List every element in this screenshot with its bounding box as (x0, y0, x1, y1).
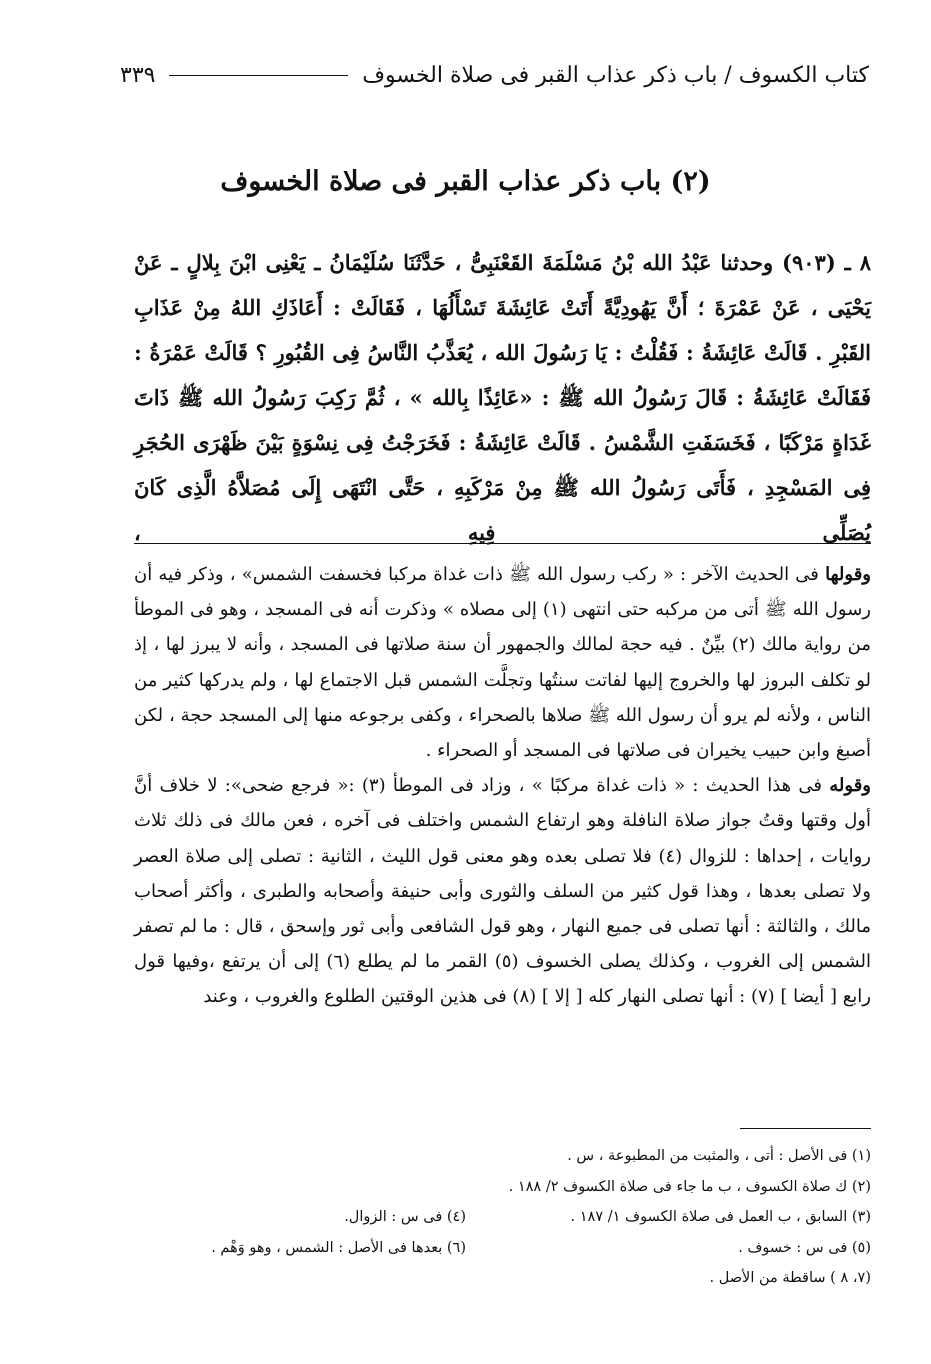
footnote: (٦) بعدها فى الأصل : الشمس ، وهو وَهْم . (211, 1239, 466, 1256)
paragraph-lead: وقولها (825, 564, 871, 585)
footnote-row (134, 1172, 871, 1203)
running-title: كتاب الكسوف / باب ذكر عذاب القبر فى صلاة الخسوف (362, 62, 869, 88)
footnote-row (134, 1263, 871, 1294)
footnote-row (134, 1202, 871, 1233)
footnote-row (134, 1141, 871, 1172)
footnote: (٥) فى س : خسوف . (738, 1239, 871, 1256)
footnote: (٤) فى س : الزوال. (344, 1209, 466, 1225)
footnotes (134, 1141, 871, 1294)
footnote: (٧، ٨ ) ساقطة من الأصل . (709, 1270, 871, 1286)
chapter-title: (٢) باب ذكر عذاب القبر فى صلاة الخسوف (220, 166, 711, 197)
commentary-paragraph (134, 768, 871, 1014)
footnote: (٢) ك صلاة الكسوف ، ب ما جاء فى صلاة الكسوف ٢/ ١٨٨ . (508, 1178, 871, 1195)
footnote: (١) فى الأصل : أتى ، والمثبت من المطبوعة ، س . (567, 1148, 871, 1164)
header-rule (169, 75, 348, 76)
commentary (134, 557, 871, 1015)
footnote: (٣) السابق ، ب العمل فى صلاة الكسوف ١/ ١٨٧ . (570, 1209, 871, 1225)
hadith-text: ٨ ـ (٩٠٣) وحدثنا عَبْدُ الله بْنُ مَسْلَمَةَ القَعْنَبِىُّ ، حَدَّثَنَا سُلَيْمَانُ ـ يَعْنِى ابْنَ بِلالٍ ـ عَنْ يَحْيَى ، عَنْ عَمْرَةَ ؛ أَنَّ يَهُودِيَّةً أَتَتْ عَائِشَةَ تَسْأَلُهَا ، فَقَالَتْ : أَعَاذَكِ اللهُ مِنْ عَذَابِ القَبْرِ . قَالَتْ عَائِشَةُ : فَقُلْتُ : يَا رَسُولَ الله ، يُعَذَّبُ النَّاسُ فِى القُبُورِ ؟ قَالَتْ عَمْرَةُ : فَقَالَتْ عَائِشَةُ : قَالَ رَسُولُ الله ﷺ : «عَائِذًا بِالله » ، ثُمَّ رَكِبَ رَسُولُ الله ﷺ ذَاتَ غَدَاةٍ مَرْكَبًا ، فَخَسَفَتِ الشَّمْسُ . قَالَتْ عَائِشَةُ : فَخَرَجْتُ فِى نِسْوَةٍ بَيْنَ ظَهْرَى الحُجَرِ فِى المَسْجِدِ ، فَأَتَى رَسُولُ الله ﷺ مِنْ مَرْكَبِهِ ، حَتَّى انْتَهَى إِلَى مُصَلاَّهُ الَّذِى كَانَ يُصَلِّى فِيهِ ، (134, 250, 871, 545)
page-number: ٣٣٩ (120, 62, 156, 88)
footnote-row (134, 1233, 871, 1264)
commentary-paragraph (134, 557, 871, 768)
paragraph-text: فى هذا الحديث : « ذات غداة مركبًا » ، وزاد فى الموطأ (٣) :« فرجع ضحى»: لا خلاف أنَّ أول وقتها وقتُ جواز صلاة النافلة وهو ارتفاع الشمس واختلف فى آخره ، فعن مالك فى ذلك ثلاث روايات ، إحداها : للزوال (٤) فلا تصلى بعده وهو معنى قول الليث ، الثانية : تصلى إلى صلاة العصر ولا تصلى بعدها ، وهذا قول كثير من السلف والثورى وأبى حنيفة وأصحابه والطبرى ، وأكثر أصحاب مالك ، والثالثة : أنها تصلى فى جميع النهار ، وهو قول الشافعى وأبى ثور وإسحق ، قال : ما لم تصفر الشمس إلى الغروب ، وكذلك يصلى الخسوف (٥) القمر ما لم يطلع (٦) إلى أن يرتفع ،وفيها قول رابع [ أيضا ] (٧) : أنها تصلى النهار كله [ إلا ] (٨) فى هذين الوقتين الطلوع والغروب ، وعند (134, 775, 871, 1008)
page-header (120, 58, 869, 92)
footnote-divider (740, 1128, 871, 1129)
paragraph-lead: وقوله (829, 775, 871, 797)
paragraph-text: فى الحديث الآخر : « ركب رسول الله ﷺ ذات غداة مركبا فخسفت الشمس» ، وذكر فيه أن رسول الله ﷺ أتى من مركبه حتى انتهى (١) إلى مصلاه » وذكرت أنه فى المسجد ، وهو فى الموطأ من رواية مالك (٢) بيِّنٌ . فيه حجة لمالك والجمهور أن سنة صلاتها فى المسجد ، وأنه لا يبرز لها ، إذ لو تكلف البروز لها والخروج إليها لفاتت سنتُها وتجلَّت الشمس قبل الاجتماع لها ، ولم يدركها كثير من الناس ، ولأنه لم يرو أن رسول الله ﷺ صلاها بالصحراء ، وكفى برجوعه منها إلى المسجد حجة ، لكن أصبغ وابن حبيب يخيران فى صلاتها فى المسجد أو الصحراء . (134, 564, 872, 762)
section-divider (134, 543, 871, 544)
